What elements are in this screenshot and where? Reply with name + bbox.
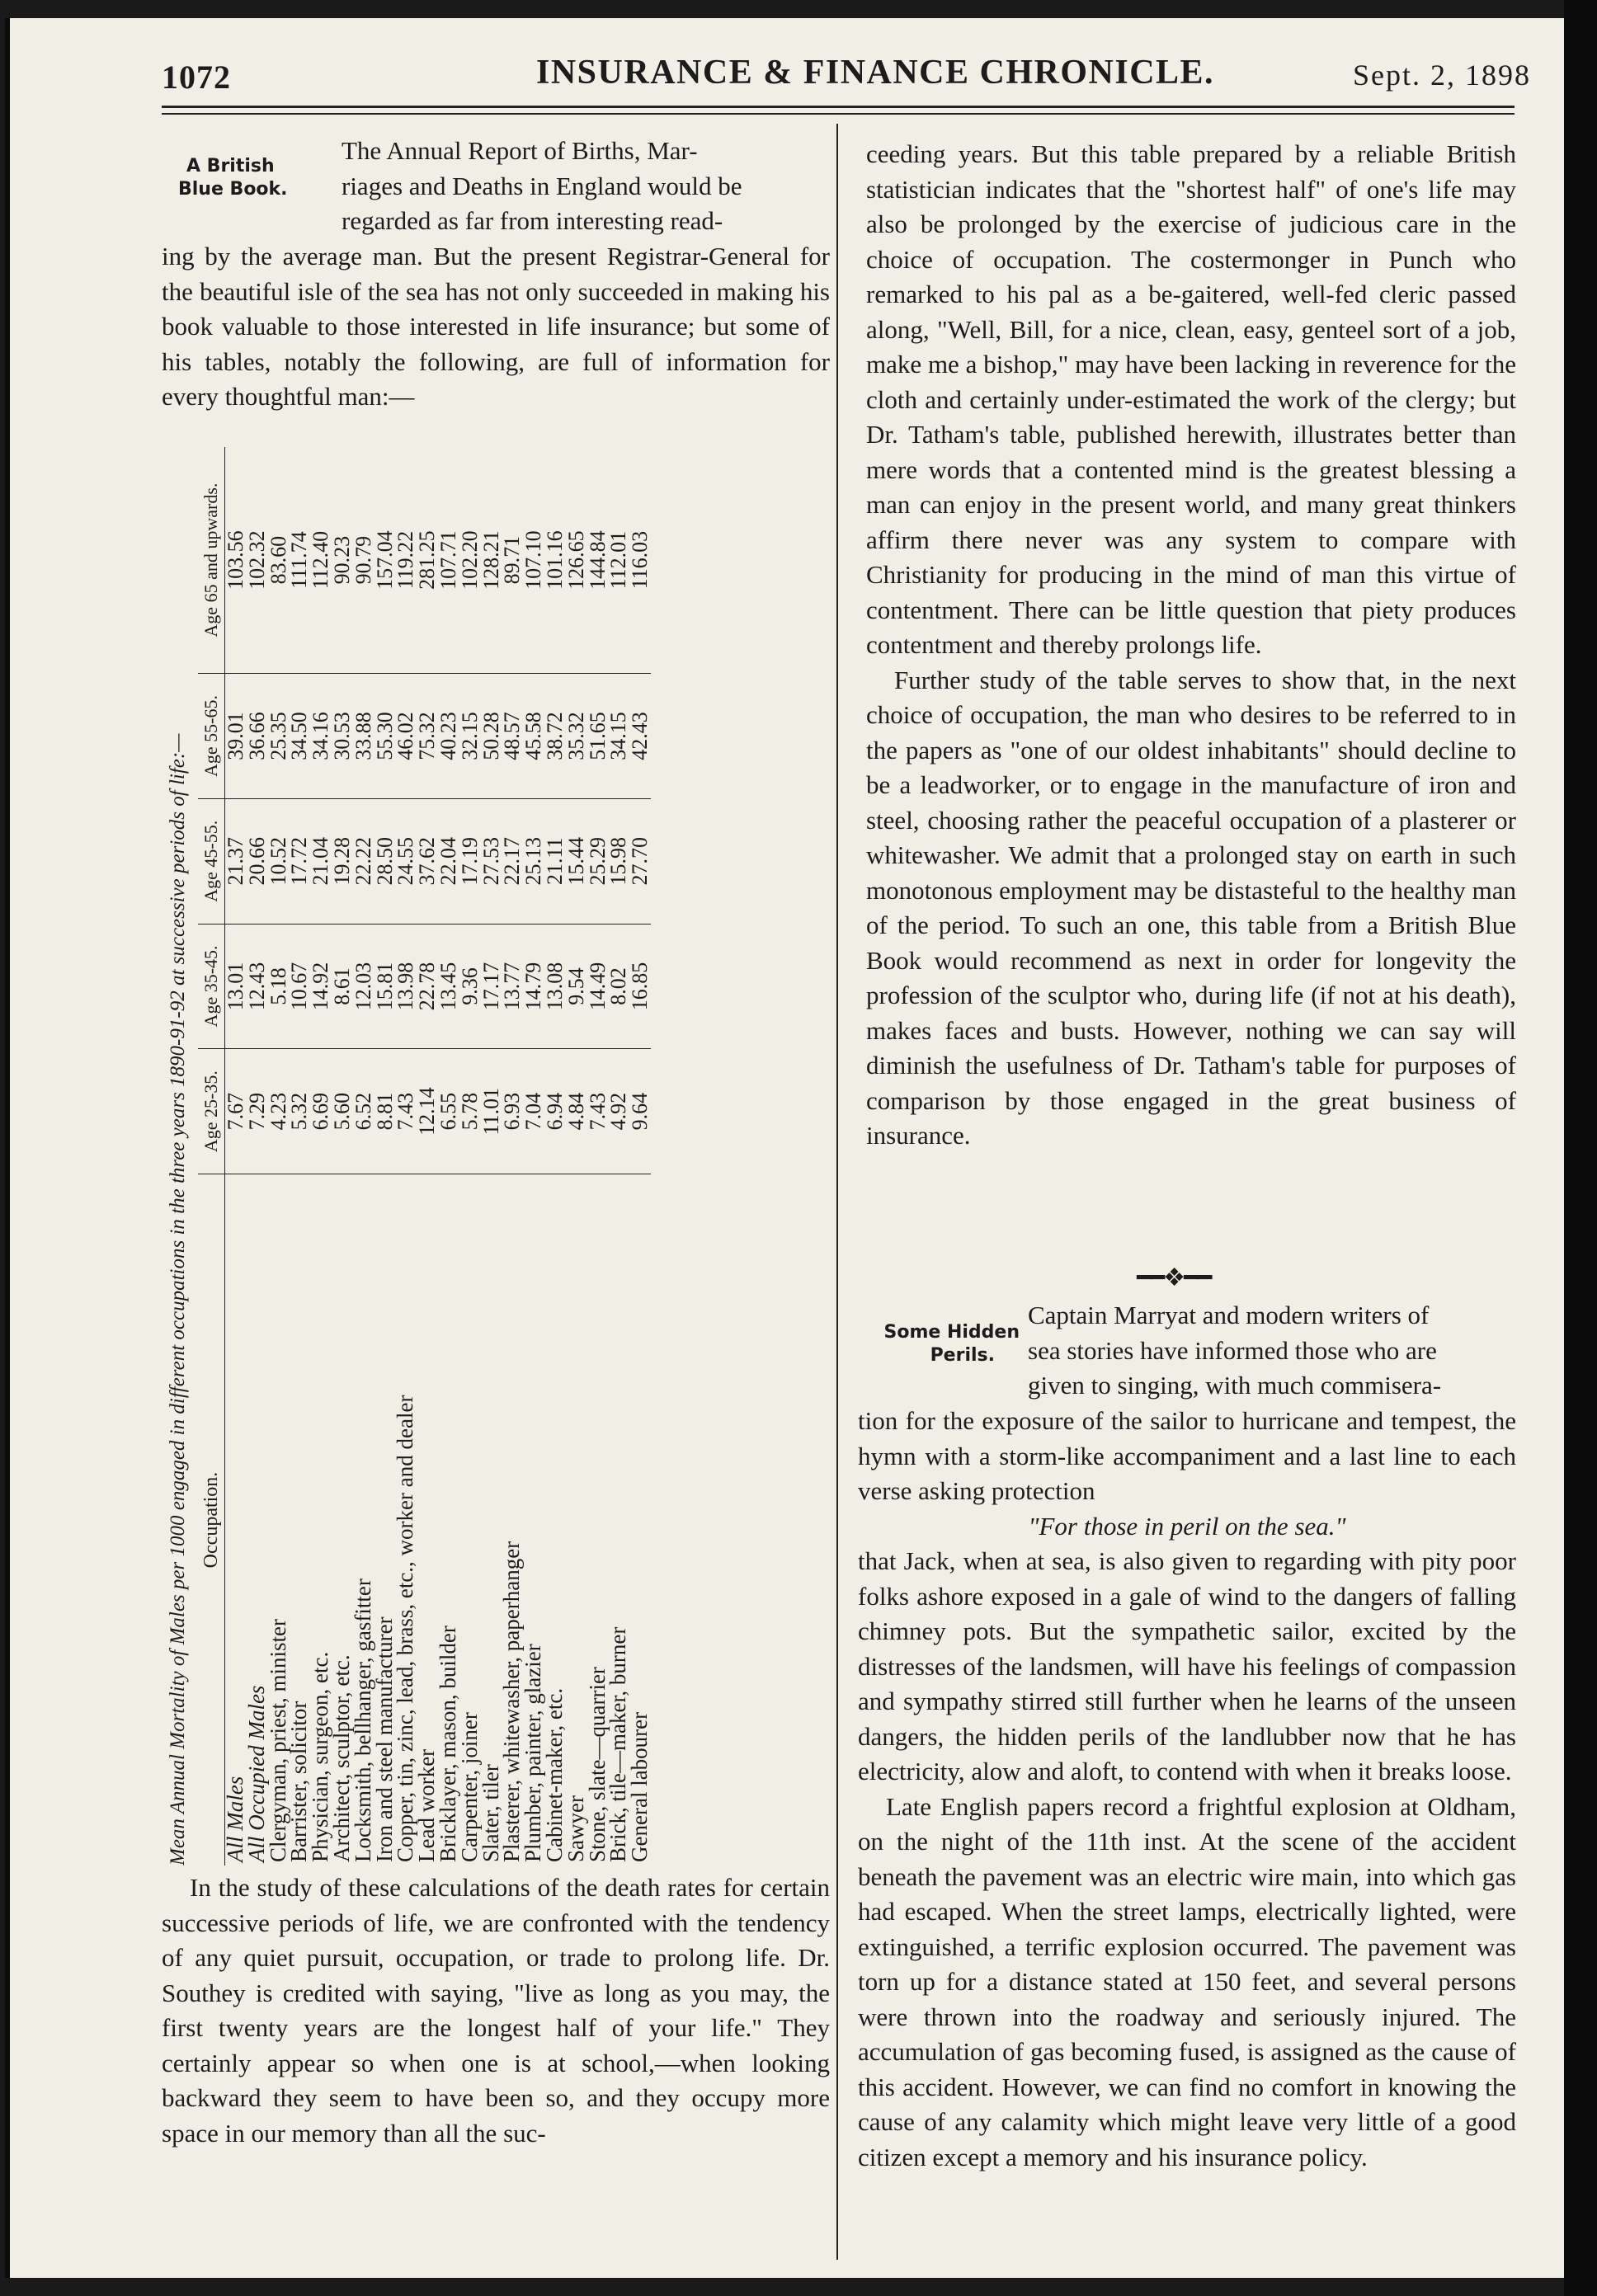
mortality-data-table xyxy=(198,447,651,1866)
mortality-value-cell: 5.18 xyxy=(268,924,290,1049)
section-ornament: ━━❖━━ xyxy=(1137,1264,1211,1292)
mortality-value-cell: 9.54 xyxy=(566,924,587,1049)
mortality-value-cell: 27.53 xyxy=(481,798,502,924)
mortality-value-cell: 28.50 xyxy=(375,798,396,924)
mortality-value-cell: 36.66 xyxy=(247,674,268,799)
mortality-value-cell: 5.78 xyxy=(459,1049,481,1174)
mortality-value-cell: 13.45 xyxy=(438,924,459,1049)
mortality-value-cell: 34.50 xyxy=(289,674,310,799)
mortality-value-cell: 4.84 xyxy=(566,1049,587,1174)
mortality-value-cell: 6.94 xyxy=(544,1049,566,1174)
table-row xyxy=(544,447,566,1866)
mortality-value-cell: 9.36 xyxy=(459,924,481,1049)
mortality-value-cell: 37.62 xyxy=(417,798,438,924)
mortality-value-cell: 45.58 xyxy=(523,674,544,799)
publication-title: INSURANCE & FINANCE CHRONICLE. xyxy=(536,54,1215,92)
mortality-value-cell: 34.15 xyxy=(608,674,629,799)
mortality-value-cell: 157.04 xyxy=(375,447,396,674)
occupation-cell: Stone, slate—quarrier xyxy=(584,1667,610,1862)
mortality-value-cell: 17.72 xyxy=(289,798,310,924)
mortality-value-cell: 22.04 xyxy=(438,798,459,924)
mortality-value-cell: 21.11 xyxy=(544,798,566,924)
table-row xyxy=(310,447,332,1866)
hymn-line: "For those in peril on the sea." xyxy=(1028,1511,1346,1541)
header-rule xyxy=(162,106,1515,108)
mortality-value-cell: 75.32 xyxy=(417,674,438,799)
table-row xyxy=(225,447,247,1866)
mortality-value-cell: 10.52 xyxy=(268,798,290,924)
occupation-cell: All Occupied Males xyxy=(243,1685,269,1862)
mortality-value-cell: 16.85 xyxy=(629,924,651,1049)
mortality-value-cell: 22.22 xyxy=(353,798,375,924)
mortality-value-cell: 7.04 xyxy=(523,1049,544,1174)
section1-opening-lines: The Annual Report of Births, Mar- riages and Deaths in England would be regarded as far from interesting read- xyxy=(342,136,742,235)
mortality-value-cell: 12.43 xyxy=(247,924,268,1049)
table-header-age-35-45: Age 35-45. xyxy=(198,924,225,1049)
occupation-cell: General labourer xyxy=(627,1711,652,1862)
mortality-value-cell: 50.28 xyxy=(481,674,502,799)
section-heading-some-hidden-perils: Some Hidden Perils. xyxy=(883,1322,1020,1366)
mortality-value-cell: 19.28 xyxy=(332,798,353,924)
table-header-age-65-upwards: Age 65 and upwards. xyxy=(198,447,225,674)
occupation-cell: Clergyman, priest, minister xyxy=(265,1619,290,1862)
table-row xyxy=(566,447,587,1866)
page-number: 1072 xyxy=(162,59,231,96)
mortality-value-cell: 35.32 xyxy=(566,674,587,799)
mortality-value-cell: 15.81 xyxy=(375,924,396,1049)
occupation-cell: Architect, sculptor, etc. xyxy=(328,1654,354,1862)
mortality-value-cell: 15.44 xyxy=(566,798,587,924)
table-header-occupation: Occupation. xyxy=(198,1174,225,1866)
mortality-value-cell: 22.17 xyxy=(502,798,523,924)
mortality-value-cell: 25.29 xyxy=(587,798,609,924)
mortality-value-cell: 8.61 xyxy=(332,924,353,1049)
mortality-value-cell: 6.93 xyxy=(502,1049,523,1174)
mortality-value-cell: 102.32 xyxy=(247,447,268,674)
mortality-value-cell: 6.52 xyxy=(353,1049,375,1174)
mortality-value-cell: 12.03 xyxy=(353,924,375,1049)
section1-body: ing by the average man. But the present Registrar-General for the beautiful isle of the sea has not only succeeded in making his book valuable to those interested in life insurance; but some of his tables, notably the following, are full of information for every thoughtful man:— xyxy=(162,242,830,411)
mortality-value-cell: 103.56 xyxy=(225,447,247,674)
mortality-value-cell: 34.16 xyxy=(310,674,332,799)
mortality-value-cell: 7.43 xyxy=(395,1049,417,1174)
section-heading-british-blue-book: A British Blue Book. xyxy=(178,156,288,200)
occupation-cell: Lead worker xyxy=(414,1748,440,1862)
mortality-value-cell: 22.78 xyxy=(417,924,438,1049)
mortality-value-cell: 15.98 xyxy=(608,798,629,924)
table-row xyxy=(268,447,290,1866)
occupation-cell: Sawyer xyxy=(563,1795,588,1862)
mortality-value-cell: 128.21 xyxy=(481,447,502,674)
mortality-value-cell: 7.29 xyxy=(247,1049,268,1174)
mortality-value-cell: 116.03 xyxy=(629,447,651,674)
mortality-value-cell: 21.04 xyxy=(310,798,332,924)
occupation-cell: Physician, surgeon, etc. xyxy=(308,1651,333,1862)
mortality-value-cell: 13.98 xyxy=(395,924,417,1049)
table-row xyxy=(459,447,481,1866)
table-row xyxy=(438,447,459,1866)
mortality-value-cell: 7.67 xyxy=(225,1049,247,1174)
mortality-value-cell: 107.71 xyxy=(438,447,459,674)
table-header-row xyxy=(198,447,225,1866)
mortality-value-cell: 14.79 xyxy=(523,924,544,1049)
table-row xyxy=(523,447,544,1866)
mortality-value-cell: 33.88 xyxy=(353,674,375,799)
table-header-age-45-55: Age 45-55. xyxy=(198,798,225,924)
occupation-cell: Copper, tin, zinc, lead, brass, etc., worker and dealer xyxy=(393,1395,418,1862)
mortality-value-cell: 126.65 xyxy=(566,447,587,674)
mortality-value-cell: 21.37 xyxy=(225,798,247,924)
mortality-value-cell: 102.20 xyxy=(459,447,481,674)
table-row xyxy=(332,447,353,1866)
mortality-value-cell: 89.71 xyxy=(502,447,523,674)
mortality-value-cell: 90.79 xyxy=(353,447,375,674)
occupation-cell: Iron and steel manufacturer xyxy=(371,1616,397,1862)
mortality-value-cell: 281.25 xyxy=(417,447,438,674)
mortality-value-cell: 13.08 xyxy=(544,924,566,1049)
mortality-value-cell: 5.60 xyxy=(332,1049,353,1174)
mortality-value-cell: 5.32 xyxy=(289,1049,310,1174)
mortality-value-cell: 83.60 xyxy=(268,447,290,674)
mortality-value-cell: 7.43 xyxy=(587,1049,609,1174)
table-row xyxy=(629,447,651,1866)
occupation-cell: Barrister, solicitor xyxy=(286,1701,312,1862)
scan-edge xyxy=(1564,0,1597,2296)
mortality-value-cell: 24.55 xyxy=(395,798,417,924)
occupation-cell: All Males xyxy=(223,1776,247,1862)
table-header-age-55-65: Age 55-65. xyxy=(198,674,225,799)
table-row xyxy=(608,447,629,1866)
mortality-value-cell: 48.57 xyxy=(502,674,523,799)
mortality-value-cell: 6.55 xyxy=(438,1049,459,1174)
occupation-cell: Bricklayer, mason, builder xyxy=(435,1626,460,1862)
mortality-value-cell: 20.66 xyxy=(247,798,268,924)
table-row xyxy=(353,447,375,1866)
mortality-value-cell: 30.53 xyxy=(332,674,353,799)
issue-date: Sept. 2, 1898 xyxy=(1353,59,1532,92)
mortality-value-cell: 40.23 xyxy=(438,674,459,799)
mortality-value-cell: 17.17 xyxy=(481,924,502,1049)
mortality-value-cell: 90.23 xyxy=(332,447,353,674)
table-header-age-25-35: Age 25-35. xyxy=(198,1049,225,1174)
mortality-value-cell: 8.02 xyxy=(608,924,629,1049)
mortality-value-cell: 6.69 xyxy=(310,1049,332,1174)
mortality-value-cell: 119.22 xyxy=(395,447,417,674)
mortality-value-cell: 10.67 xyxy=(289,924,310,1049)
mortality-value-cell: 46.02 xyxy=(395,674,417,799)
mortality-value-cell: 13.01 xyxy=(225,924,247,1049)
mortality-value-cell: 4.92 xyxy=(608,1049,629,1174)
mortality-value-cell: 4.23 xyxy=(268,1049,290,1174)
mortality-value-cell: 111.74 xyxy=(289,447,310,674)
mortality-table xyxy=(162,447,846,1866)
mortality-value-cell: 27.70 xyxy=(629,798,651,924)
mortality-value-cell: 9.64 xyxy=(629,1049,651,1174)
mortality-value-cell: 112.01 xyxy=(608,447,629,674)
mortality-value-cell: 32.15 xyxy=(459,674,481,799)
mortality-value-cell: 14.92 xyxy=(310,924,332,1049)
mortality-value-cell: 25.13 xyxy=(523,798,544,924)
mortality-value-cell: 13.77 xyxy=(502,924,523,1049)
mortality-value-cell: 12.14 xyxy=(417,1049,438,1174)
section2-body: tion for the exposure of the sailor to hurricane and tempest, the hymn with a storm-like accompaniment and a last line to each verse asking protection "For those in peril on the sea." that Jack, when at sea, is also given to regarding with pity poor folks ashore exposed in a gale of wind to the dangers of falling chimney pots. But the sympathetic sailor, excited by the distresses of the landsmen, will have his feelings of compassion and sympathy stirred still further when he learns of the unseen dangers, the hidden perils of the landlubber now that he has electricity, alow and aloft, to contend with when it breaks loose. Late English papers record a frightful explosion at Oldham, on the night of the 11th inst. At the scene of the accident beneath the pavement was an electric wire main, into which gas had escaped. When the street lamps, electrically lighted, were extinguished, a terrific explosion occurred. The pavement was torn up for a distance stated at 150 feet, and several persons were thrown into the roadway and seriously injured. The accumulation of gas becoming fused, is assigned as the cause of this accident. However, we can find no comfort in knowing the cause of any calamity which might leave very little of a good citizen except a memory and his insurance policy. xyxy=(858,1406,1516,2171)
mortality-value-cell: 101.16 xyxy=(544,447,566,674)
mortality-value-cell: 17.19 xyxy=(459,798,481,924)
occupation-cell: Carpenter, joiner xyxy=(456,1712,482,1862)
mortality-value-cell: 14.49 xyxy=(587,924,609,1049)
section2-opening-lines: Captain Marryat and modern writers of sea stories have informed those who are given to singing, with much commisera- xyxy=(1028,1301,1442,1400)
occupation-cell: Slater, tiler xyxy=(478,1764,503,1862)
mortality-value-cell: 39.01 xyxy=(225,674,247,799)
mortality-value-cell: 38.72 xyxy=(544,674,566,799)
table-caption: Mean Annual Mortality of Males per 1000 engaged in different occupations in the three years 1890-91-92 at successive periods of life:— xyxy=(167,733,189,1866)
table-row xyxy=(395,447,417,1866)
mortality-value-cell: 8.81 xyxy=(375,1049,396,1174)
mortality-value-cell: 107.10 xyxy=(523,447,544,674)
mortality-value-cell: 144.84 xyxy=(587,447,609,674)
occupation-cell: Brick, tile—maker, burner xyxy=(605,1626,631,1862)
left-column-para2: In the study of these calculations of the death rates for certain successive periods of life, we are confronted with the tendency of any quiet pursuit, occupation, or trade to prolong life. Dr. Southey is credited with saying, "live as long as you may, the first twenty years are the longest half of your life." They certainly appear so when one is at school,—when looking backward they seem to have been so, and they occupy more space in our memory than all the suc- xyxy=(162,1873,830,2148)
mortality-value-cell: 55.30 xyxy=(375,674,396,799)
mortality-value-cell: 11.01 xyxy=(481,1049,502,1174)
occupation-cell: Plumber, painter, glazier xyxy=(521,1644,546,1862)
right-column-text: ceeding years. But this table prepared by a reliable British statistician indicates that the "shortest half" of one's life may also be prolonged by the exercise of judicious care in the choice of occupation. The costermonger in Punch who remarked to his pal as a be-gaitered, well-fed cleric passed along, "Well, Bill, for a nice, clean, easy, genteel sort of a job, make me a bishop," may have been lacking in reverence for the cloth and certainly under-estimated the work of the clergy; but Dr. Tatham's table, published herewith, illustrates better than mere words that a contented mind is the greatest blessing a man can enjoy in the present world, and many great thinkers affirm there never was any system to compare with Christianity for producing in the mind of man this virtue of contentment. There can be little question that piety produces contentment and thereby prolongs life. Further study of the table serves to show that, in the next choice of occupation, the man who desires to be referred to in the papers as "one of our oldest inhabitants" should decline to be a leadworker, or to engage in the manufacture of iron and steel, choosing rather the peaceful occupation of a plasterer or whitewasher. We admit that a prolonged stay on earth in such monotonous employment may be distasteful to the healthy man of the period. To such an one, this table from a British Blue Book would recommend as next in order for longevity the profession of the sculptor who, during life (if not at his death), makes faces and busts. However, nothing we can say will diminish the usefulness of Dr. Tatham's table for purposes of comparison by those engaged in the great business of insurance. xyxy=(866,139,1516,1150)
header-rule-thin xyxy=(162,113,1515,115)
table-row xyxy=(247,447,268,1866)
mortality-value-cell: 51.65 xyxy=(587,674,609,799)
occupation-cell: Plasterer, whitewasher, paperhanger xyxy=(499,1541,525,1862)
mortality-value-cell: 42.43 xyxy=(629,674,651,799)
occupation-cell: Locksmith, bellhanger, gasfitter xyxy=(350,1578,375,1862)
mortality-value-cell: 25.35 xyxy=(268,674,290,799)
occupation-cell: Cabinet-maker, etc. xyxy=(541,1687,567,1862)
mortality-value-cell: 112.40 xyxy=(310,447,332,674)
